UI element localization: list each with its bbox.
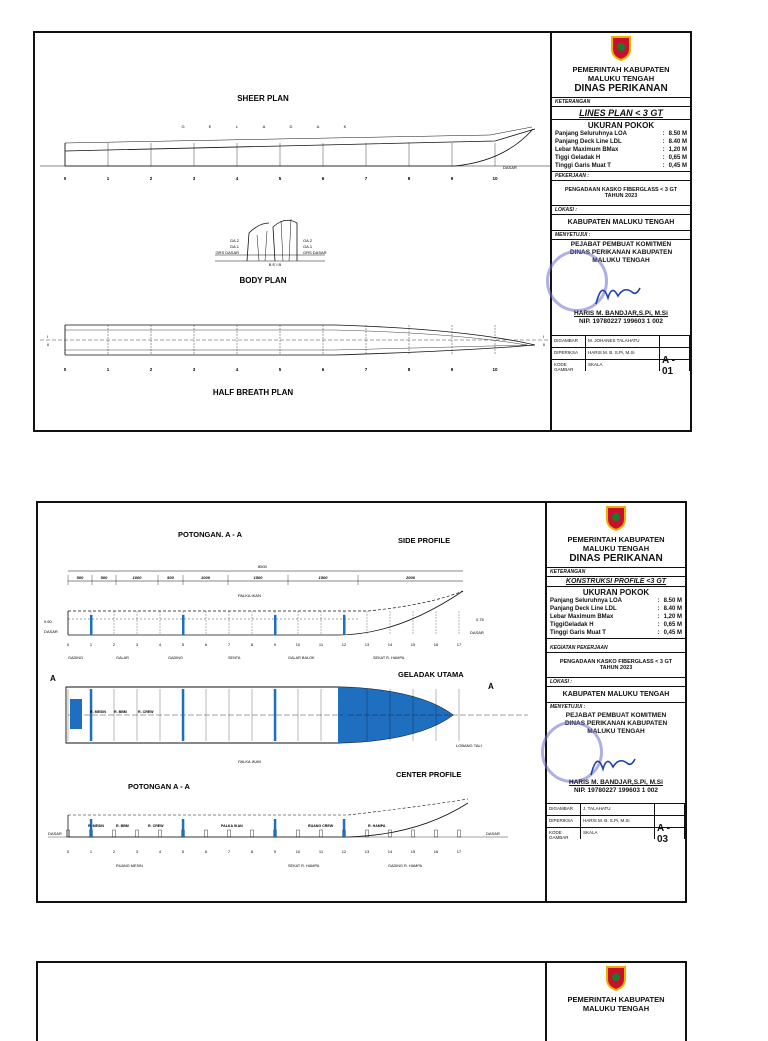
main-dimensions: UKURAN POKOK Panjang Seluruhnya LOA : 8.50 M Panjang Deck Line LDL : 8.40 M Lebar Maximum BMax : 1,20 M Tiggi Geladak H : 0,65 M Tinggi Garis Muat T : 0,45 M (552, 119, 690, 171)
half-station-number: 7 (364, 367, 368, 372)
side-station-number: 5 (181, 642, 185, 647)
center-station-number: 5 (181, 849, 185, 854)
deck-rooms (90, 710, 154, 714)
half-station-number: 6 (321, 367, 325, 372)
half-station-number: 10 (492, 367, 498, 372)
sheer-station-number: 10 (492, 176, 498, 181)
spec-label: Panjang Seluruhnya LOA (555, 131, 628, 137)
center-station-number: 17 (456, 849, 462, 854)
side-station-number: 11 (318, 642, 324, 647)
center-station-number: 10 (295, 849, 301, 854)
body-plan-title: BODY PLAN (239, 276, 287, 285)
center-station-number: 4 (158, 849, 162, 854)
spec-value: 0,65 M (663, 622, 682, 628)
body-left-labels (215, 238, 239, 255)
half-mark-ii: II (47, 342, 50, 347)
bulkhead-deck (343, 689, 346, 741)
half-station-number: 4 (235, 367, 239, 372)
dimension-label: 500 (76, 575, 84, 580)
palka-ikan-deck: PALKA IKAN (238, 759, 261, 764)
signoff-grid: DIGAMBAR M. JOHANES TALAHATU DIPERIKSA HARIS M. B. S.Pi, M.Si KODE GAMBAR SKALA A - 01 (552, 335, 690, 371)
center-station-number: 13 (364, 849, 370, 854)
center-station-number: 14 (387, 849, 393, 854)
side-station-number: 17 (456, 642, 462, 647)
side-station-number: 4 (158, 642, 162, 647)
spec-label: Lebar Maximum BMax (555, 147, 619, 153)
lines-plan-drawing (35, 33, 552, 430)
signature-icon (587, 749, 637, 779)
total-dimension: 8500 (258, 564, 267, 569)
side-station-number: 2 (112, 642, 116, 647)
half-station-number: 5 (278, 367, 282, 372)
center-frame (136, 830, 139, 837)
center-frame (113, 830, 116, 837)
body-left-label: GA.1 (229, 244, 239, 249)
sheer-station-number: 4 (235, 176, 239, 181)
center-station-number: 12 (341, 849, 347, 854)
center-station-number: 3 (135, 849, 139, 854)
drawing-sheet-3 (36, 961, 687, 1041)
engine-block (70, 699, 82, 729)
center-room-label: RUANG CREW (308, 824, 334, 828)
hull-bottom-profile (68, 591, 463, 635)
side-callout: SEKAT R. HAMPA (373, 656, 405, 660)
dasar-left: DASAR (44, 629, 58, 634)
center-frames (67, 819, 461, 837)
half-station-number: 3 (192, 367, 196, 372)
height-075: 0.75 (476, 617, 484, 622)
center-frame (435, 830, 438, 837)
bulkhead-deck (182, 689, 185, 741)
center-frame (228, 830, 231, 837)
agency-name: PEMERINTAH KABUPATEN MALUKU TENGAH DINAS PERIKANAN (567, 535, 665, 564)
body-bottom-label: B E I B (268, 262, 282, 267)
sheer-stations (65, 143, 495, 166)
sheer-station-number: 5 (278, 176, 282, 181)
dasar-right: DASAR (470, 630, 484, 635)
sheer-letter: K (343, 124, 347, 129)
side-station-number: 6 (204, 642, 208, 647)
center-station-number: 16 (433, 849, 439, 854)
kegiatan-label: KEGIATAN PEKERJAAN (547, 638, 685, 652)
sheer-letter: L (235, 124, 239, 129)
spec-label: Tinggi Garis Muat T (555, 163, 611, 169)
emblem-icon (547, 503, 685, 533)
bulkhead-side (274, 615, 277, 635)
bulkhead-center (182, 819, 185, 837)
center-hull (68, 803, 468, 837)
dimension-label: 1500 (253, 575, 263, 580)
side-callout: GALAR BALOK (288, 656, 315, 660)
spec-table (555, 130, 687, 170)
side-station-number: 0 (66, 642, 70, 647)
spec-value: 8.40 M (668, 139, 687, 145)
spec-value: 8.40 M (663, 606, 682, 612)
title-block-3 (545, 963, 685, 1041)
half-station-number: 1 (106, 367, 110, 372)
center-callout: RUANG MESIN (116, 864, 143, 868)
sheer-station-number: 2 (149, 176, 153, 181)
bulkhead-deck (274, 689, 277, 741)
side-station-number: 15 (410, 642, 416, 647)
body-left-label: GA.2 (229, 238, 239, 243)
spec-sep: : (662, 163, 665, 169)
lobang-tali-label: LOBANG TALI (456, 743, 482, 748)
dimension-label: 500 (100, 575, 108, 580)
center-room-label: PALKA IKAN (221, 824, 243, 828)
spec-label: Panjang Deck Line LDL (555, 139, 622, 145)
drawing-area-profile (38, 503, 545, 901)
sheer-line (65, 129, 535, 151)
section-mark-a-right: A (488, 682, 494, 691)
sheer-letter: A (316, 124, 320, 129)
spec-label: Panjang Deck Line LDL (550, 606, 617, 612)
center-frame (412, 830, 415, 837)
agency-name: PEMERINTAH KABUPATEN MALUKU TENGAH (567, 995, 665, 1013)
sheer-letters (181, 124, 346, 129)
half-station-number: 2 (149, 367, 153, 372)
center-room-label: R. MESIN (88, 824, 104, 828)
center-frame (297, 830, 300, 837)
dimension-label: 2000 (406, 575, 415, 580)
dasar-label: DASAR (503, 165, 517, 170)
body-right-labels (303, 238, 327, 255)
half-mark-i-right: I (543, 334, 545, 339)
body-right-label: GA.2 (303, 238, 313, 243)
project-name: PENGADAAN KASKO FIBERGLASS < 3 GT TAHUN 2023 (552, 180, 690, 205)
sheer-letter: E (208, 124, 212, 129)
sheer-station-number: 6 (321, 176, 325, 181)
spec-label: Tiggi Geladak H (555, 155, 601, 161)
center-station-number: 9 (273, 849, 277, 854)
side-station-number: 14 (387, 642, 393, 647)
center-station-number: 6 (204, 849, 208, 854)
sheer-station-number: 9 (450, 176, 454, 181)
deck-room-label: R. CREW (138, 710, 154, 714)
spec-sep: : (657, 614, 660, 620)
half-mark-i: I (47, 334, 49, 339)
drawing-area-lines-plan (35, 33, 550, 430)
sheer-plan-title: SHEER PLAN (237, 94, 289, 103)
bulkhead-center (343, 819, 346, 837)
center-room-label: R. BBM (116, 824, 129, 828)
spec-sep: : (662, 155, 665, 161)
center-frame (389, 830, 392, 837)
center-room-label: R. CREW (148, 824, 164, 828)
center-station-number: 0 (66, 849, 70, 854)
dimension-label: 1000 (201, 575, 210, 580)
side-callout: GALAR (116, 656, 129, 660)
spec-value: 0,45 M (668, 163, 687, 169)
title-block-1 (550, 33, 690, 430)
center-rooms (88, 824, 386, 828)
spec-label: Tinggi Garis Muat T (550, 630, 606, 636)
signoff-grid: DIGAMBAR J. TALAHATU DIPERIKSA HARIS M. B. S.Pi, M.Si KODE GAMBAR SKALA A - 03 (547, 803, 685, 839)
center-frame (320, 830, 323, 837)
center-frame (159, 830, 162, 837)
sheer-letter: G (181, 124, 185, 129)
half-station-number: 8 (407, 367, 411, 372)
document-title: LINES PLAN < 3 GT (552, 106, 690, 119)
side-station-number: 10 (295, 642, 301, 647)
drawing-code: A - 01 (660, 359, 690, 371)
dasar-center-left: DASAR (48, 831, 62, 836)
lokasi-value: KABUPATEN MALUKU TENGAH (547, 686, 685, 702)
keterangan-label: KETERANGAN (547, 567, 685, 576)
bulkhead-side (343, 615, 346, 635)
center-callout: SEKAT R. HAMPA (288, 864, 320, 868)
construction-drawing (38, 503, 547, 901)
spec-sep: : (657, 598, 660, 604)
pekerjaan-label: PEKERJAAN : (552, 171, 690, 180)
menyetujui-label: MENYETUJUI : (547, 702, 685, 711)
half-station-number: 0 (63, 367, 67, 372)
sheer-letter: D (289, 124, 293, 129)
agency-name: PEMERINTAH KABUPATEN MALUKU TENGAH DINAS PERIKANAN (572, 65, 670, 94)
palka-ikan-label: PALKA IKAN (238, 593, 261, 598)
spec-value: 8.50 M (663, 598, 682, 604)
signature-icon (592, 278, 642, 308)
side-profile-title: SIDE PROFILE (398, 536, 451, 545)
spec-table (550, 597, 682, 637)
center-station-number: 11 (318, 849, 324, 854)
potongan-title-2: POTONGAN A - A (128, 782, 190, 791)
center-callout: GADING R. HAMPA (388, 864, 423, 868)
side-station-number: 13 (364, 642, 370, 647)
spec-sep: : (657, 606, 660, 612)
sheer-letter: A (262, 124, 266, 129)
sheer-station-number: 0 (63, 176, 67, 181)
half-station-number: 9 (450, 367, 454, 372)
sheer-line-profile (68, 591, 463, 611)
keterangan-label: KETERANGAN (552, 97, 690, 106)
dimension-labels (68, 575, 416, 585)
spec-sep: : (657, 622, 660, 628)
body-left-label: GRS DASAR (215, 250, 239, 255)
spec-value: 1,20 M (668, 147, 687, 153)
bow-deck-fill (338, 687, 453, 743)
dimension-label: 500 (167, 575, 174, 580)
dasar-center-right: DASAR (486, 831, 500, 836)
document-title: KONSTRUKSI PROFILE <3 GT (547, 576, 685, 586)
spec-value: 0,65 M (668, 155, 687, 161)
side-callouts (68, 656, 405, 660)
side-frames (68, 611, 459, 635)
center-callouts (116, 864, 423, 868)
center-frame (205, 830, 208, 837)
geladak-utama-title: GELADAK UTAMA (398, 670, 464, 679)
lokasi-value: KABUPATEN MALUKU TENGAH (552, 214, 690, 230)
bulkhead-center (274, 819, 277, 837)
side-station-number: 1 (89, 642, 93, 647)
side-station-number: 7 (227, 642, 231, 647)
potongan-title: POTONGAN. A - A (178, 530, 243, 539)
side-station-number: 3 (135, 642, 139, 647)
section-mark-a-left: A (50, 674, 56, 683)
bulkhead-side (182, 615, 185, 635)
height-060: 0.60 (44, 619, 52, 624)
title-block-2 (545, 503, 685, 901)
side-station-number: 16 (433, 642, 439, 647)
deck-room-label: R. MESIN (90, 710, 106, 714)
approval-block: PEJABAT PEMBUAT KOMITMEN DINAS PERIKANAN KABUPATEN MALUKU TENGAH HARIS M. BANDJAR,S.Pi, M.Si NIP. 19780227 199603 1 002 (552, 239, 690, 335)
spec-value: 1,20 M (663, 614, 682, 620)
emblem-icon (547, 963, 685, 993)
sheer-station-number: 8 (407, 176, 411, 181)
side-callout: GADING (68, 656, 83, 660)
body-right-label: GRS DASAR (303, 250, 327, 255)
side-callout: GADING (168, 656, 183, 660)
side-callout: SENTA (228, 656, 241, 660)
emblem-icon (552, 33, 690, 63)
keel-line (65, 129, 533, 166)
spec-sep: : (657, 630, 660, 636)
lokasi-label: LOKASI : (552, 205, 690, 214)
center-station-number: 15 (410, 849, 416, 854)
main-dimensions: UKURAN POKOK Panjang Seluruhnya LOA : 8.50 M Panjang Deck Line LDL : 8.40 M Lebar Maximum BMax : 1,20 M TiggiGeladak H : 0,65 M Tinggi Garis Muat T : 0,45 M (547, 586, 685, 638)
half-breadth-title: HALF BREATH PLAN (212, 388, 294, 397)
drawing-sheet-lines-plan (33, 31, 692, 432)
bulkhead-deck (90, 689, 93, 741)
deck-room-label: R. BBM (114, 710, 127, 714)
center-room-label: R. HAMPA (368, 824, 386, 828)
side-station-number: 8 (250, 642, 254, 647)
spec-sep: : (662, 147, 665, 153)
bulkhead-center (90, 819, 93, 837)
spec-label: Panjang Seluruhnya LOA (550, 598, 623, 604)
sheer-station-number: 1 (106, 176, 110, 181)
dimension-label: 1500 (318, 575, 328, 580)
spec-label: TiggiGeladak H (550, 622, 594, 628)
spec-value: 0,45 M (663, 630, 682, 636)
sheer-station-number: 7 (364, 176, 368, 181)
approval-block: PEJABAT PEMBUAT KOMITMEN DINAS PERIKANAN KABUPATEN MALUKU TENGAH HARIS M. BANDJAR,S.Pi, M.Si NIP. 19780227 199603 1 002 (547, 711, 685, 803)
dimension-label: 1000 (132, 575, 142, 580)
body-right-label: GA.1 (303, 244, 313, 249)
half-mark-ii-right: II (543, 342, 546, 347)
spec-sep: : (662, 139, 665, 145)
side-station-number: 9 (273, 642, 277, 647)
center-station-number: 1 (89, 849, 93, 854)
spec-sep: : (662, 131, 665, 137)
spec-label: Lebar Maximum BMax (550, 614, 614, 620)
center-station-number: 7 (227, 849, 231, 854)
drawing-code: A - 03 (655, 827, 685, 839)
bulkhead-side (90, 615, 93, 635)
center-frame (458, 830, 461, 837)
center-station-number: 2 (112, 849, 116, 854)
spec-value: 8.50 M (668, 131, 687, 137)
center-frame (251, 830, 254, 837)
menyetujui-label: MENYETUJUI : (552, 230, 690, 239)
side-station-number: 12 (341, 642, 347, 647)
drawing-sheet-construction-profile (36, 501, 687, 903)
center-profile-title: CENTER PROFILE (396, 770, 462, 779)
lokasi-label: LOKASI : (547, 677, 685, 686)
center-station-number: 8 (250, 849, 254, 854)
project-name: PENGADAAN KASKO FIBERGLASS < 3 GT TAHUN 2023 (547, 652, 685, 677)
sheer-station-number: 3 (192, 176, 196, 181)
